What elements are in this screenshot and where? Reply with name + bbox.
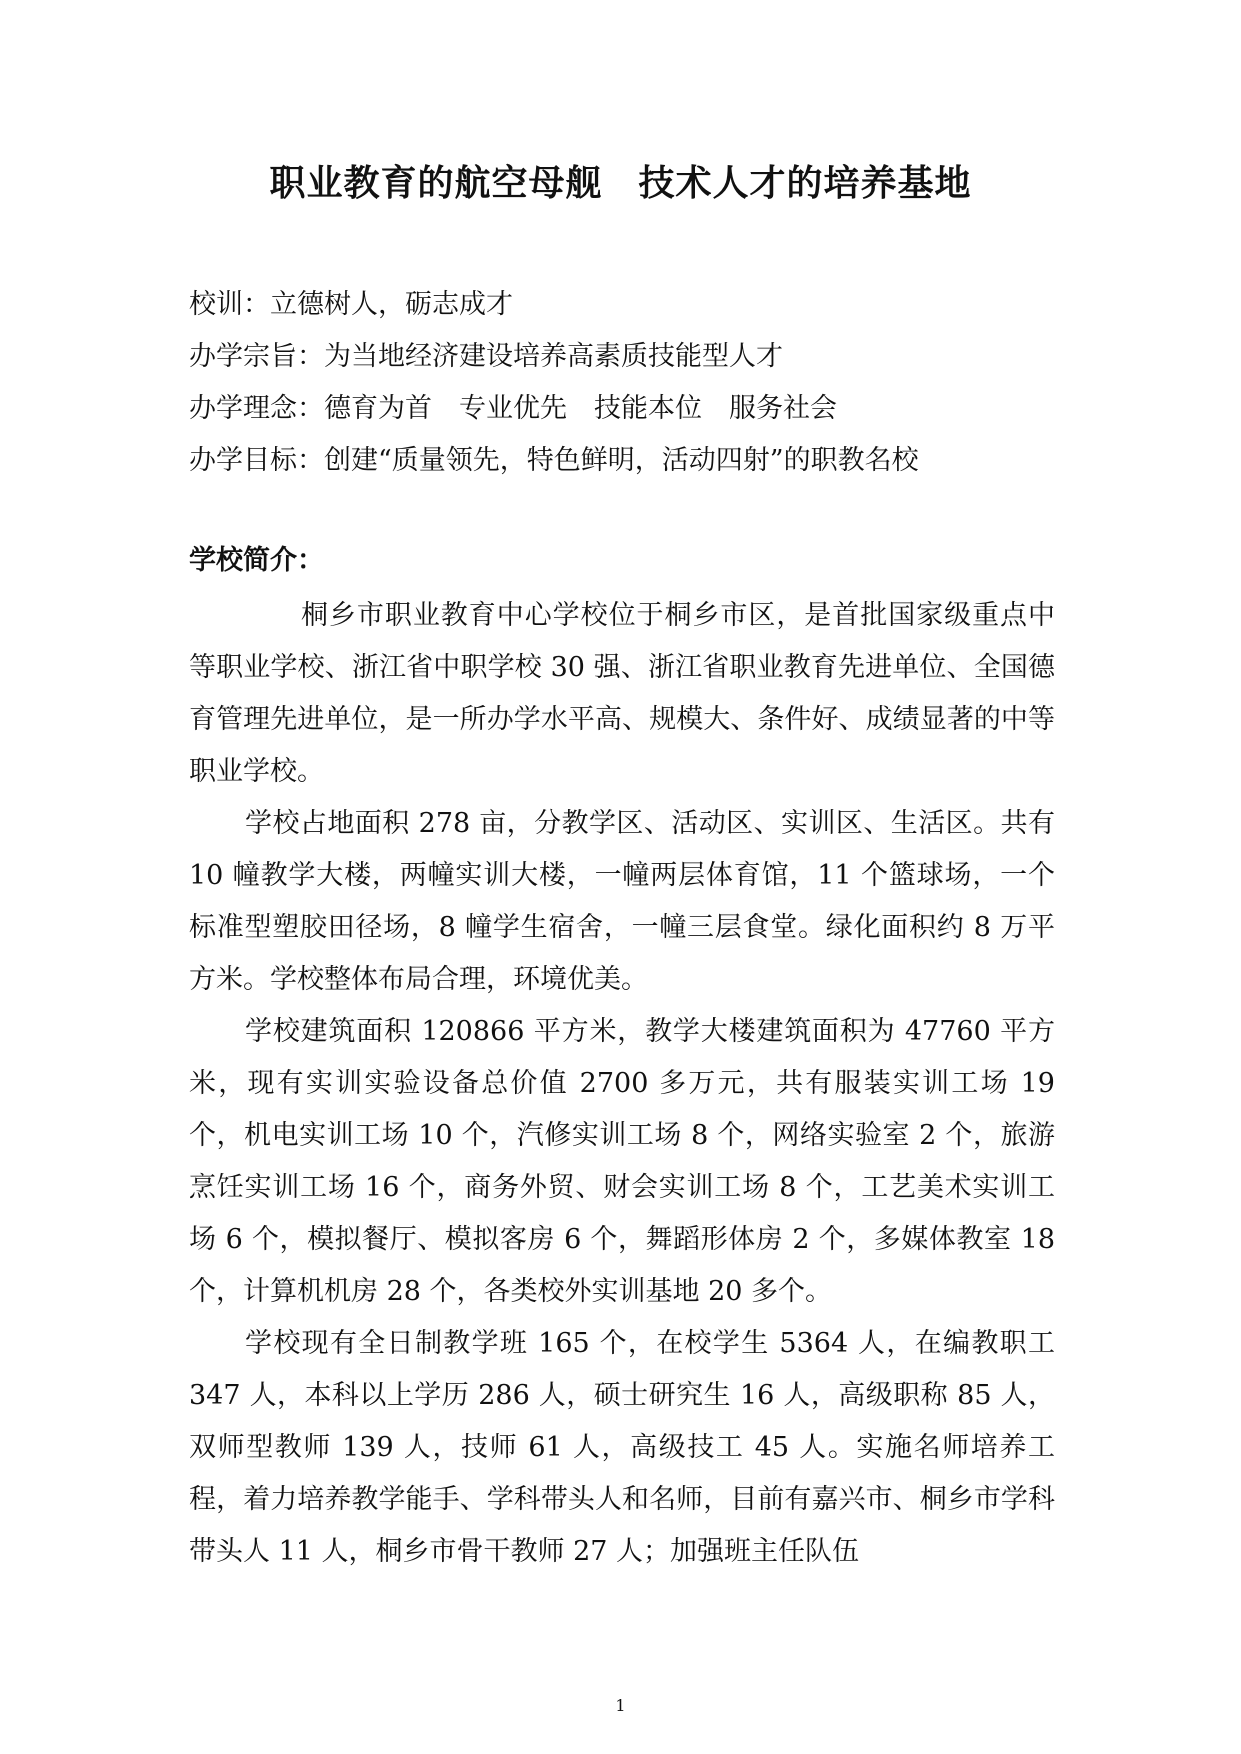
paragraph-overview: 桐乡市职业教育中心学校位于桐乡市区，是首批国家级重点中等职业学校、浙江省中职学校 30 强、浙江省职业教育先进单位、全国德育管理先进单位，是一所办学水平高、规模大、条件好、成绩显著的中等职业学校。 <box>189 600 1055 787</box>
school-principles-list <box>189 279 1059 487</box>
school-philosophy: 办学理念：德育为首 专业优先 技能本位 服务社会 <box>189 393 837 424</box>
section-heading-introduction: 学校简介： <box>189 545 324 576</box>
page-title <box>0 155 1241 206</box>
paragraph-facilities: 学校建筑面积 120866 平方米，教学大楼建筑面积为 47760 平方米，现有实训实验设备总价值 2700 多万元，共有服装实训工场 19 个，机电实训工场 10 个，汽修实训工场 8 个，网络实验室 2 个，旅游烹饪实训工场 16 个，商务外贸、财会实训工场 8 个，工艺美术实训工场 6 个，模拟餐厅、模拟客房 6 个，舞蹈形体房 2 个，多媒体教室 18 个，计算机机房 28 个，各类校外实训基地 20 多个。 <box>189 1016 1055 1307</box>
school-goal: 办学目标：创建“质量领先，特色鲜明，活动四射”的职教名校 <box>189 445 919 476</box>
introduction-body <box>189 590 1055 1578</box>
page-number: 1 <box>615 1696 626 1715</box>
school-motto: 校训：立德树人，砺志成才 <box>189 289 513 320</box>
paragraph-campus: 学校占地面积 278 亩，分教学区、活动区、实训区、生活区。共有 10 幢教学大楼，两幢实训大楼，一幢两层体育馆，11 个篮球场，一个标准型塑胶田径场，8 幢学生宿舍，一幢三层食堂。绿化面积约 8 万平方米。学校整体布局合理，环境优美。 <box>189 808 1055 995</box>
school-purpose: 办学宗旨：为当地经济建设培养高素质技能型人才 <box>189 341 783 372</box>
title-right: 技术人才的培养基地 <box>638 162 972 204</box>
title-left: 职业教育的航空母舰 <box>269 162 603 204</box>
paragraph-staff: 学校现有全日制教学班 165 个，在校学生 5364 人，在编教职工 347 人，本科以上学历 286 人，硕士研究生 16 人，高级职称 85 人，双师型教师 139 人，技师 61 人，高级技工 45 人。实施名师培养工程，着力培养教学能手、学科带头人和名师，目前有嘉兴市、桐乡市学科带头人 11 人，桐乡市骨干教师 27 人；加强班主任队伍 <box>189 1328 1055 1567</box>
